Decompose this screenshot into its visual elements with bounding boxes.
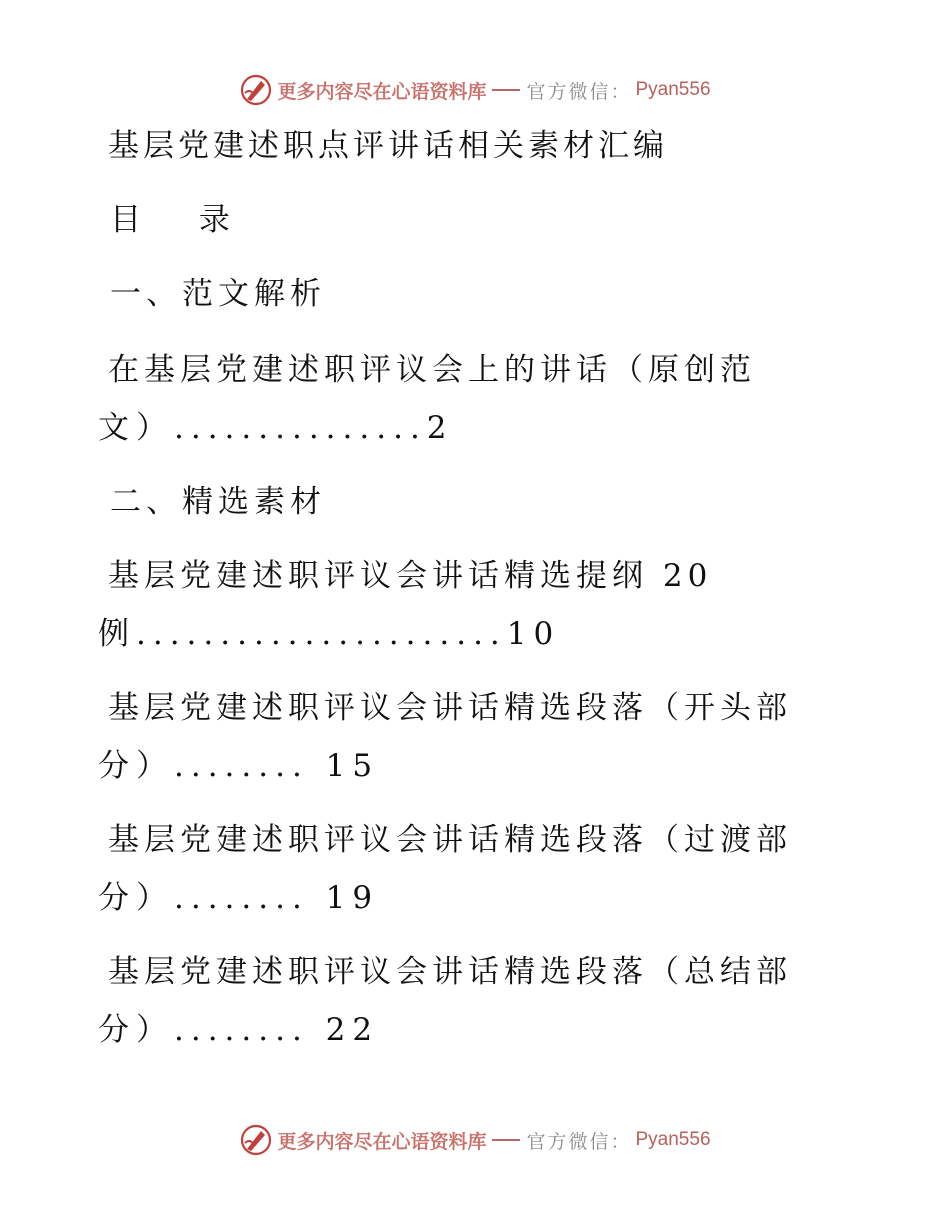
document-title: 基层党建述职点评讲话相关素材汇编 [108, 128, 668, 164]
toc-entry-3-line-1[interactable]: 基层党建述职评议会讲话精选段落（开头部 [108, 690, 792, 726]
quill-pen-logo-icon [239, 1123, 273, 1157]
watermark-dash [492, 89, 520, 91]
footer-watermark [0, 1120, 950, 1160]
toc-entry-2-line-1[interactable]: 基层党建述职评议会讲话精选提纲 20 [108, 558, 713, 594]
toc-entry-4-line-1[interactable]: 基层党建述职评议会讲话精选段落（过渡部 [108, 822, 792, 858]
toc-entry-2-line-2[interactable]: 例......................10 [98, 616, 561, 652]
toc-section-2: 二、精选素材 [110, 484, 326, 520]
toc-entry-3-line-2[interactable]: 分）........ 15 [98, 748, 380, 784]
watermark-dash [492, 1139, 520, 1141]
toc-entry-1-line-1[interactable]: 在基层党建述职评议会上的讲话（原创范 [108, 352, 756, 388]
toc-section-1: 一、范文解析 [110, 276, 326, 312]
watermark-official: 官方微信： [526, 80, 632, 103]
toc-entry-4-line-2[interactable]: 分）........ 19 [98, 880, 380, 916]
toc-entry-1-line-2[interactable]: 文）...............2 [98, 410, 454, 446]
toc-entry-5-line-1[interactable]: 基层党建述职评议会讲话精选段落（总结部 [108, 954, 792, 990]
watermark-group [239, 1123, 710, 1157]
toc-entry-5-line-2[interactable]: 分）........ 22 [98, 1012, 380, 1048]
toc-heading: 目 录 [110, 202, 254, 238]
watermark-brand: 更多内容尽在心语资料库 [277, 1130, 487, 1153]
watermark-official: 官方微信： [526, 1130, 632, 1153]
watermark-brand: 更多内容尽在心语资料库 [277, 80, 487, 103]
watermark-wechat-id: Pyan556 [635, 79, 711, 100]
header-watermark [0, 70, 950, 110]
watermark-group [239, 73, 710, 107]
watermark-wechat-id: Pyan556 [635, 1129, 711, 1150]
quill-pen-logo-icon [239, 73, 273, 107]
